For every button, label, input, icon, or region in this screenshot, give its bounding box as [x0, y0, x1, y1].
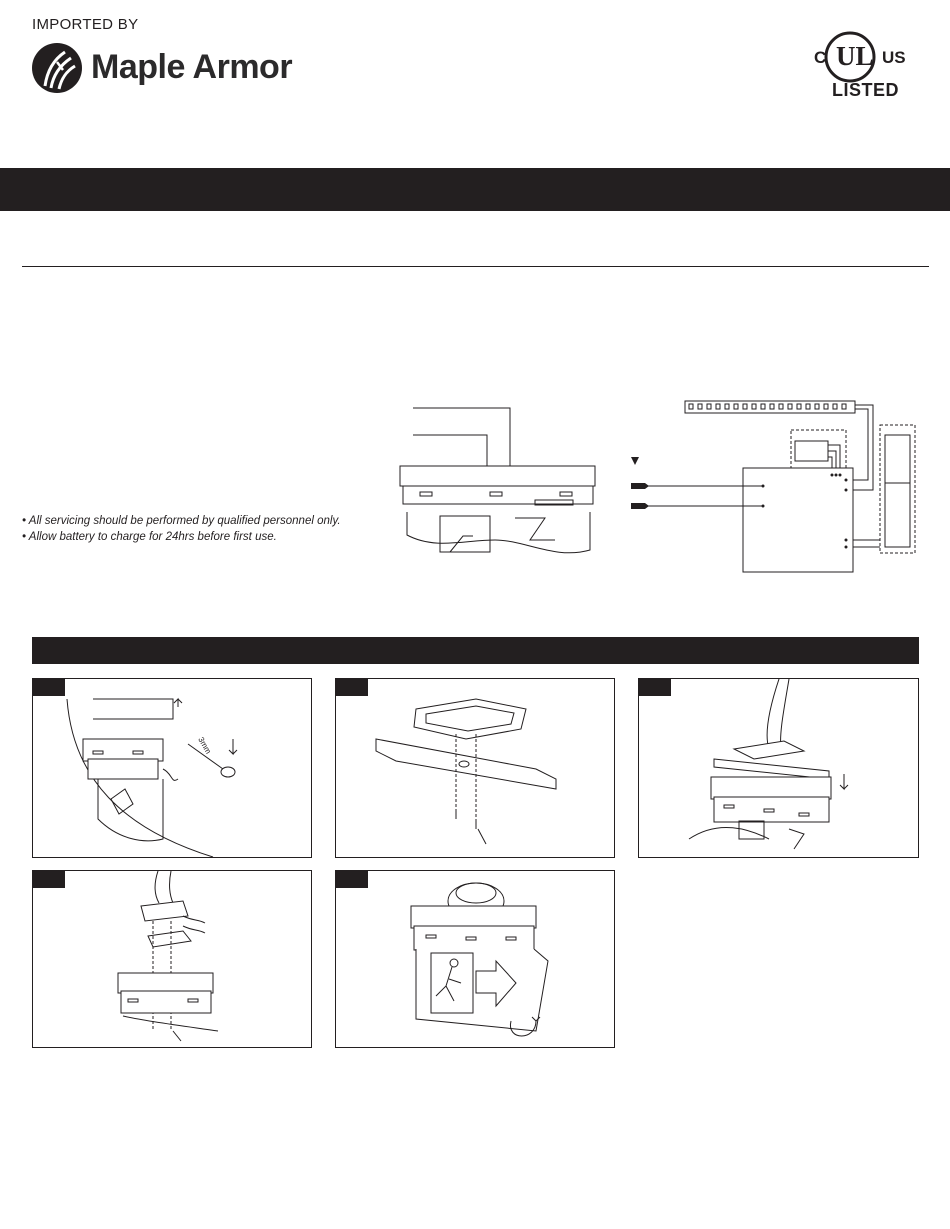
maple-armor-logo-icon: [31, 42, 83, 94]
step-3-panel: [638, 678, 919, 858]
ul-us-mark: US: [882, 48, 906, 67]
ul-listed-text: LISTED: [832, 80, 900, 100]
note-battery-charge: • Allow battery to charge for 24hrs before first use.: [22, 531, 277, 543]
brand-name: Maple Armor: [91, 48, 293, 86]
ul-listed-logo: [812, 30, 916, 104]
step-5-illustration: [336, 871, 615, 1048]
title-bar: [0, 168, 950, 211]
step-1-panel: [32, 678, 312, 858]
step-2-panel: [335, 678, 615, 858]
step-4-panel: [32, 870, 312, 1048]
installation-section-bar: [32, 637, 919, 664]
service-notes: [22, 513, 341, 545]
step-4-illustration: [33, 871, 312, 1048]
note-qualified-personnel: • All servicing should be performed by qualified personnel only.: [22, 515, 341, 527]
ul-mark: UL: [836, 41, 874, 71]
step-3-illustration: [639, 679, 919, 858]
wire-lead-icon: [631, 483, 649, 489]
step-1-illustration: [33, 679, 312, 858]
step-2-illustration: [336, 679, 615, 858]
fixture-section-diagram: [395, 400, 610, 570]
step-5-panel: [335, 870, 615, 1048]
wire-lead-icon: [631, 503, 649, 509]
arrow-down-icon: [631, 457, 639, 465]
wiring-diagram: [625, 395, 925, 580]
ul-c-mark: C: [814, 48, 827, 67]
imported-by-label: IMPORTED BY: [32, 16, 139, 33]
divider-rule: [22, 266, 929, 267]
screwdriver-size-label: 3mm: [196, 735, 213, 756]
